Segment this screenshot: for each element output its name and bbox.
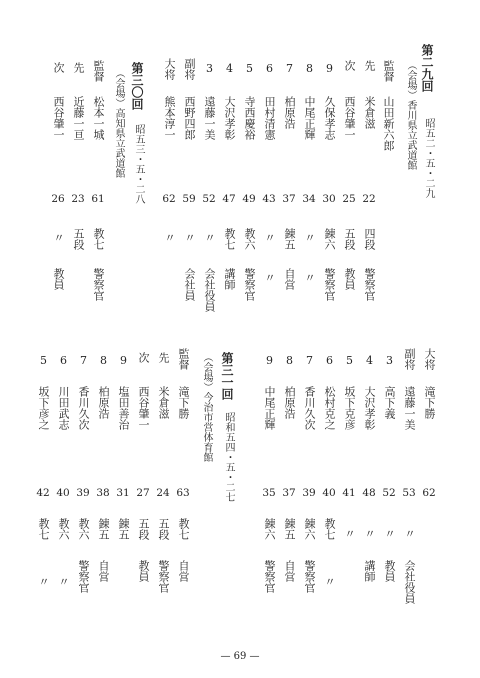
age: 63 bbox=[176, 487, 190, 499]
age: 40 bbox=[56, 487, 70, 499]
section-venue: （会場）香川県立武道館 bbox=[405, 60, 416, 170]
role: 監督 bbox=[92, 60, 105, 82]
section-heading: 第三一回 bbox=[220, 352, 234, 400]
name: 柏原浩 bbox=[97, 386, 110, 419]
name: 川田武志 bbox=[57, 386, 70, 430]
name: 熊本淳一 bbox=[163, 96, 176, 140]
section-date: 昭和五四・五・二七 bbox=[223, 412, 234, 502]
name: 高下義 bbox=[383, 386, 396, 419]
supervisor-role: 監督 bbox=[382, 60, 395, 82]
role: 5 bbox=[343, 354, 356, 367]
role: 7 bbox=[303, 354, 316, 367]
name: 香川久次 bbox=[77, 386, 90, 430]
role: 7 bbox=[77, 354, 90, 367]
role: 8 bbox=[283, 354, 296, 367]
job: 会社役員 bbox=[203, 268, 216, 312]
age: 26 bbox=[51, 193, 65, 205]
age: 25 bbox=[342, 193, 356, 205]
role: 副将 bbox=[403, 348, 416, 370]
rank: 〃 bbox=[343, 528, 356, 539]
job: 警察官 bbox=[243, 268, 256, 301]
name: 米倉滋 bbox=[363, 96, 376, 129]
name: 寺西慶裕 bbox=[243, 96, 256, 140]
name: 久保孝志 bbox=[323, 96, 336, 140]
section-date: 昭五三・五・二八 bbox=[133, 124, 144, 204]
role: 4 bbox=[223, 62, 236, 75]
job: 〃 bbox=[323, 576, 336, 587]
rank: 教六 bbox=[243, 228, 256, 250]
job: 自営 bbox=[283, 560, 296, 582]
age: 39 bbox=[302, 487, 316, 499]
rank: 〃 bbox=[183, 232, 196, 243]
rank: 五段 bbox=[343, 228, 356, 250]
job: 警察官 bbox=[263, 560, 276, 593]
job: 警察官 bbox=[303, 560, 316, 593]
age: 35 bbox=[262, 487, 276, 499]
section-heading: 第三〇回 bbox=[130, 62, 144, 110]
job: 警察官 bbox=[157, 560, 170, 593]
rank: 五段 bbox=[137, 518, 150, 540]
rank: 錬六 bbox=[323, 228, 336, 250]
name: 中尾正輝 bbox=[303, 96, 316, 140]
section-heading: 第二九回 bbox=[420, 44, 434, 92]
role: 5 bbox=[243, 62, 256, 75]
rank: 教七 bbox=[177, 518, 190, 540]
job: 警察官 bbox=[323, 268, 336, 301]
name: 西谷肇一 bbox=[343, 96, 356, 140]
job: 講師 bbox=[363, 560, 376, 582]
job: 会社員 bbox=[183, 268, 196, 301]
job: 自営 bbox=[97, 560, 110, 582]
role: 大将 bbox=[163, 58, 176, 80]
name: 西谷肇一 bbox=[52, 96, 65, 140]
name: 西谷肇一 bbox=[137, 386, 150, 430]
name: 坂下彦之 bbox=[37, 386, 50, 430]
rank: 五段 bbox=[157, 518, 170, 540]
role: 6 bbox=[57, 354, 70, 367]
name: 近藤一亘 bbox=[72, 96, 85, 140]
role: 3 bbox=[383, 354, 396, 367]
job: 講師 bbox=[223, 268, 236, 290]
rank: 錬六 bbox=[263, 518, 276, 540]
role: 3 bbox=[203, 62, 216, 75]
job: 〃 bbox=[57, 576, 70, 587]
name: 西野四郎 bbox=[183, 96, 196, 140]
age: 62 bbox=[162, 193, 176, 205]
rank: 錬五 bbox=[283, 518, 296, 540]
rank: 教七 bbox=[323, 518, 336, 540]
role: 4 bbox=[363, 354, 376, 367]
age: 52 bbox=[202, 193, 216, 205]
role: 次 bbox=[52, 62, 65, 73]
name: 松本一城 bbox=[92, 96, 105, 140]
age: 31 bbox=[116, 487, 130, 499]
name: 柏原浩 bbox=[283, 386, 296, 419]
age: 62 bbox=[422, 487, 436, 499]
job: 警察官 bbox=[77, 560, 90, 593]
name: 遠藤一美 bbox=[203, 96, 216, 140]
rank: 教七 bbox=[92, 228, 105, 250]
rank: 〃 bbox=[383, 528, 396, 539]
name: 米倉滋 bbox=[157, 386, 170, 419]
job: 自営 bbox=[177, 560, 190, 582]
rank: 〃 bbox=[263, 232, 276, 243]
rank: 錬六 bbox=[303, 518, 316, 540]
rank: 錬五 bbox=[97, 518, 110, 540]
name: 松村克之 bbox=[323, 386, 336, 430]
rank: 〃 bbox=[52, 232, 65, 243]
rank: 教七 bbox=[223, 228, 236, 250]
name: 塩田善治 bbox=[117, 386, 130, 430]
job: 教員 bbox=[343, 268, 356, 290]
role: 副将 bbox=[183, 58, 196, 80]
name: 大沢孝彰 bbox=[363, 386, 376, 430]
job: 自営 bbox=[283, 268, 296, 290]
age: 39 bbox=[76, 487, 90, 499]
role: 9 bbox=[117, 354, 130, 367]
name: 大沢孝彰 bbox=[223, 96, 236, 140]
job: 警察官 bbox=[363, 268, 376, 301]
role: 次 bbox=[343, 60, 356, 71]
role: 6 bbox=[263, 62, 276, 75]
job: 〃 bbox=[303, 272, 316, 283]
rank: 教七 bbox=[37, 518, 50, 540]
role: 先 bbox=[72, 62, 85, 73]
name: 中尾正輝 bbox=[263, 386, 276, 430]
name: 柏原浩 bbox=[283, 96, 296, 129]
name: 香川久次 bbox=[303, 386, 316, 430]
age: 43 bbox=[262, 193, 276, 205]
section-date: 昭五二・五・二九 bbox=[423, 118, 434, 198]
rank: 錬五 bbox=[117, 518, 130, 540]
rank: 五段 bbox=[72, 228, 85, 250]
supervisor-role: 監督 bbox=[177, 348, 190, 370]
job: 会社役員 bbox=[403, 560, 416, 604]
age: 41 bbox=[342, 487, 356, 499]
age: 24 bbox=[156, 487, 170, 499]
role: 8 bbox=[303, 62, 316, 75]
job: 〃 bbox=[37, 576, 50, 587]
role: 9 bbox=[323, 62, 336, 75]
age: 23 bbox=[71, 193, 85, 205]
rank: 教六 bbox=[57, 518, 70, 540]
role: 5 bbox=[37, 354, 50, 367]
rank: 〃 bbox=[303, 232, 316, 243]
age: 34 bbox=[302, 193, 316, 205]
name: 遠藤一美 bbox=[403, 386, 416, 430]
age: 48 bbox=[362, 487, 376, 499]
age: 59 bbox=[182, 193, 196, 205]
age: 52 bbox=[382, 487, 396, 499]
age: 37 bbox=[282, 487, 296, 499]
age: 27 bbox=[136, 487, 150, 499]
role: 9 bbox=[263, 354, 276, 367]
name: 坂下克彦 bbox=[343, 386, 356, 430]
rank: 〃 bbox=[403, 528, 416, 539]
age: 37 bbox=[282, 193, 296, 205]
name: 滝下勝 bbox=[423, 386, 436, 419]
rank: 〃 bbox=[363, 528, 376, 539]
rank: 〃 bbox=[203, 232, 216, 243]
name: 田村清憲 bbox=[263, 96, 276, 140]
job: 教員 bbox=[52, 268, 65, 290]
job: 教員 bbox=[137, 560, 150, 582]
job: 教員 bbox=[383, 560, 396, 582]
age: 40 bbox=[322, 487, 336, 499]
age: 61 bbox=[91, 193, 105, 205]
age: 53 bbox=[402, 487, 416, 499]
section-venue: （会場）今治市営体育館 bbox=[201, 352, 212, 462]
role: 先 bbox=[363, 60, 376, 71]
supervisor-name: 山田新六郎 bbox=[382, 96, 395, 151]
supervisor-name: 滝下勝 bbox=[177, 386, 190, 419]
role: 先 bbox=[157, 352, 170, 363]
age: 22 bbox=[362, 193, 376, 205]
role: 大将 bbox=[423, 348, 436, 370]
age: 49 bbox=[242, 193, 256, 205]
page-number: — 69 — bbox=[220, 651, 260, 662]
rank: 〃 bbox=[163, 232, 176, 243]
role: 6 bbox=[323, 354, 336, 367]
job: 〃 bbox=[263, 272, 276, 283]
job: 警察官 bbox=[92, 268, 105, 301]
section-venue: （会場）高知県立武道館 bbox=[113, 68, 124, 178]
role: 次 bbox=[137, 352, 150, 363]
age: 38 bbox=[96, 487, 110, 499]
role: 7 bbox=[283, 62, 296, 75]
age: 30 bbox=[322, 193, 336, 205]
age: 42 bbox=[36, 487, 50, 499]
age: 47 bbox=[222, 193, 236, 205]
rank: 教六 bbox=[77, 518, 90, 540]
rank: 四段 bbox=[363, 228, 376, 250]
role: 8 bbox=[97, 354, 110, 367]
rank: 錬五 bbox=[283, 228, 296, 250]
